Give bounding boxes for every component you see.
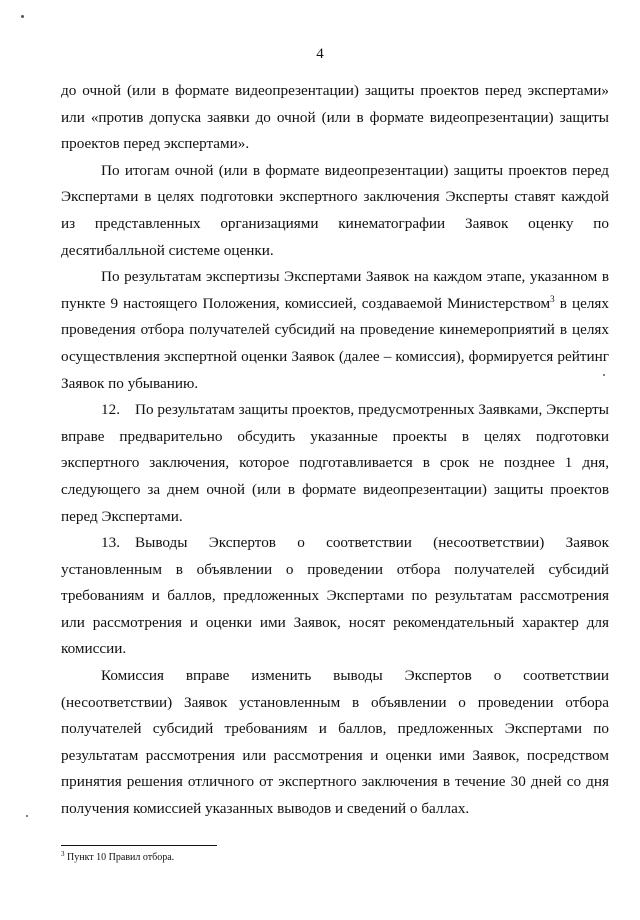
scan-speck [603,374,605,376]
footnote-divider [61,845,217,846]
scan-speck [26,815,28,817]
item-number-13: 13. [101,534,120,552]
paragraph-rating-text-after: в целях проведения отбора получателей субсидий на проведение кинемероприятий в целях осуществления экспертной оценки Заявок (далее – комиссия), формируется рейтинг Заявок по убыванию. [61,294,610,392]
footnote-text: Пункт 10 Правил отбора. [64,852,175,863]
paragraph-rating-text-before: По результатам экспертизы Экспертами Заявок на каждом этапе, указанном в пункте 9 настоящего Положения, комиссией, создаваемой Министерством [61,268,609,312]
footnote [61,851,174,864]
item-13-text: Выводы Экспертов о соответствии (несоответствии) Заявок установленным в объявлении о проведении отбора получателей субсидий требованиям и баллов, предложенных Экспертами по результатам рассмотрения или рассмотрения и оценки ими Заявок, носят рекомендательный характер для комиссии. [61,534,609,658]
page-number: 4 [316,46,324,62]
scan-speck [21,15,24,18]
footnote-marker: 3 [61,850,65,858]
paragraph-rating [61,264,609,397]
item-number-12: 12. [101,401,120,419]
item-12-text: По результатам защиты проектов, предусмотренных Заявками, Эксперты вправе предварительно обсудить указанные проекты в целях подготовки экспертного заключения, которое подготавливается в срок не позднее 1 дня, следующего за днем очной (или в формате видеопрезентации) защиты проектов перед Экспертами. [61,401,609,525]
paragraph-commission: Комиссия вправе изменить выводы Экспертов о соответствии (несоответствии) Заявок установленным в объявлении о проведении отбора получателей субсидий требованиям и баллов, предложенных Экспертами по результатам рассмотрения или рассмотрения и оценки ими Заявок, посредством принятия решения отличного от экспертного заключения в течение 30 дней со дня получения комиссией указанных выводов и сведений о баллах. [61,667,609,818]
paragraph-continuation: до очной (или в формате видеопрезентации) защиты проектов перед экспертами» или «против допуска заявки до очной (или в формате видеопрезентации) защиты проектов перед экспертами». [61,82,609,153]
footnote-reference: 3 [550,293,555,304]
paragraph-item-13 [61,530,609,663]
paragraph-evaluation: По итогам очной (или в формате видеопрезентации) защиты проектов перед Экспертами в целях подготовки экспертного заключения Эксперты ставят каждой из представленных организациями кинематографии Заявок оценку по десятибалльной системе оценки. [61,161,609,259]
document-body [61,78,609,823]
paragraph-item-12 [61,397,609,530]
